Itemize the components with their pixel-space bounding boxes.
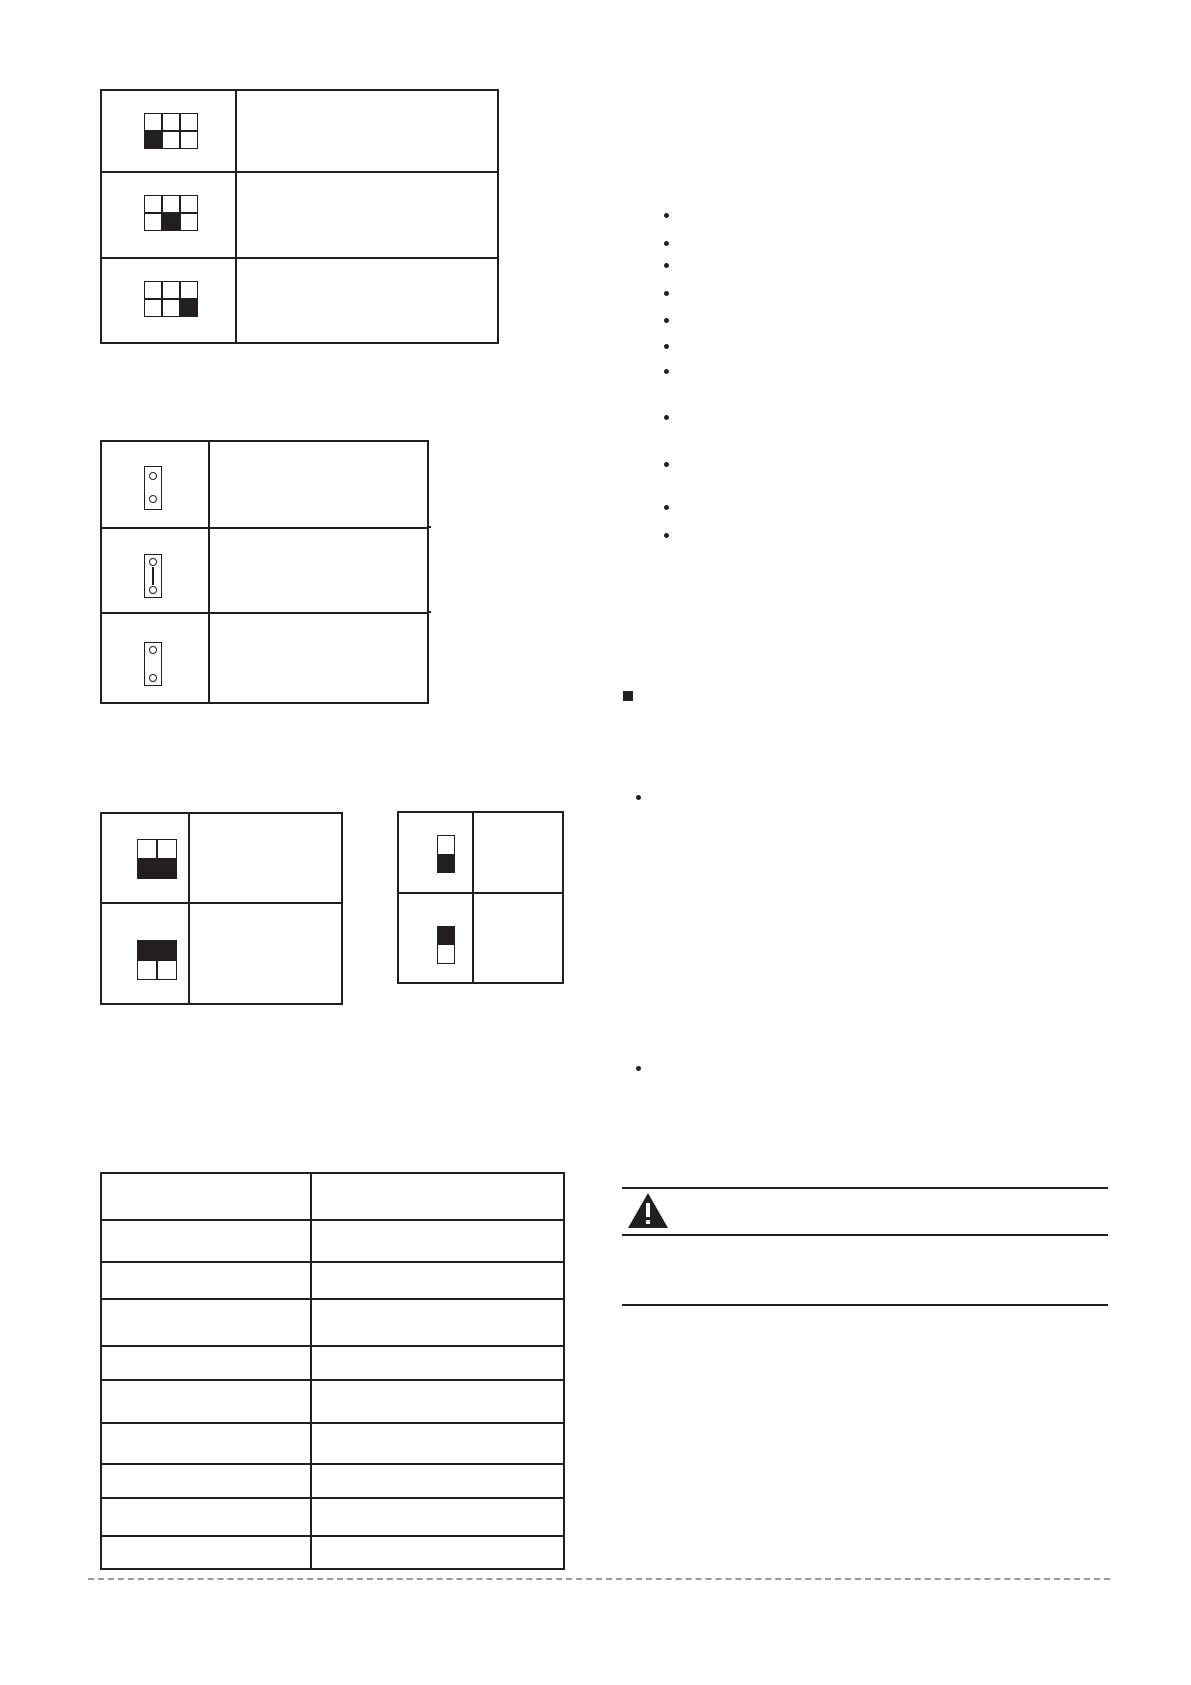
bullet-marker [636, 795, 641, 800]
bullet-marker [664, 291, 669, 296]
switch-row-label [238, 91, 498, 171]
table-header-cell [102, 1174, 310, 1219]
dip-row-label [191, 904, 341, 1003]
table-cell [312, 1381, 563, 1422]
table-cell [312, 1465, 563, 1497]
table-cell [312, 1424, 563, 1463]
warning-mid-rule [622, 1234, 1108, 1236]
jumper-row-label [211, 614, 427, 702]
table-cell [102, 1300, 310, 1345]
bullet-marker [664, 213, 669, 218]
bullet-marker [636, 1066, 641, 1071]
dip-pattern-icon [137, 940, 177, 980]
bullet-marker [664, 533, 669, 538]
table-cell [102, 1221, 310, 1261]
bullet-marker [664, 241, 669, 246]
table-cell [312, 1300, 563, 1345]
jumper-open-icon [144, 642, 162, 686]
jumper-closed-icon [144, 554, 162, 598]
section-heading-marker [623, 691, 633, 701]
bullet-marker [664, 369, 669, 374]
warning-bottom-rule [622, 1304, 1108, 1306]
table-cell [312, 1221, 563, 1261]
bullet-marker [664, 263, 669, 268]
switch-pattern-icon [144, 281, 198, 317]
table-cell [102, 1499, 310, 1535]
jumper-row-label [211, 529, 427, 612]
specification-table [100, 1172, 565, 1570]
jumper-open-icon [144, 466, 162, 510]
footer-dashed-rule [88, 1578, 1110, 1580]
table-rule-stub [427, 526, 431, 528]
table-cell [312, 1347, 563, 1379]
dip-pattern-icon [137, 839, 177, 879]
table-cell [312, 1499, 563, 1535]
jumper-setting-table [100, 440, 429, 704]
switch-setting-table-1 [100, 89, 499, 344]
warning-top-rule [622, 1187, 1108, 1189]
table-cell [102, 1263, 310, 1298]
bullet-marker [664, 505, 669, 510]
bullet-marker [664, 415, 669, 420]
dip-row-label [475, 813, 562, 892]
table-rule-stub [427, 611, 431, 613]
table-cell [102, 1381, 310, 1422]
table-cell [312, 1263, 563, 1298]
table-cell [102, 1465, 310, 1497]
dip-switch-table-right [397, 811, 564, 984]
table-cell [102, 1424, 310, 1463]
table-header-cell [312, 1174, 563, 1219]
switch-row-label [238, 173, 498, 257]
switch-pattern-icon [144, 195, 198, 231]
switch-pattern-icon [144, 113, 198, 149]
dip-row-label [191, 814, 341, 902]
table-cell [102, 1347, 310, 1379]
dip-switch-table-left [100, 812, 343, 1005]
bullet-marker [664, 462, 669, 467]
warning-triangle-icon [627, 1192, 669, 1229]
dip-switch-icon [437, 926, 455, 964]
dip-row-label [475, 894, 562, 982]
bullet-marker [664, 344, 669, 349]
bullet-marker [664, 318, 669, 323]
jumper-row-label [211, 442, 427, 527]
switch-row-label [238, 259, 498, 343]
dip-switch-icon [437, 835, 455, 873]
